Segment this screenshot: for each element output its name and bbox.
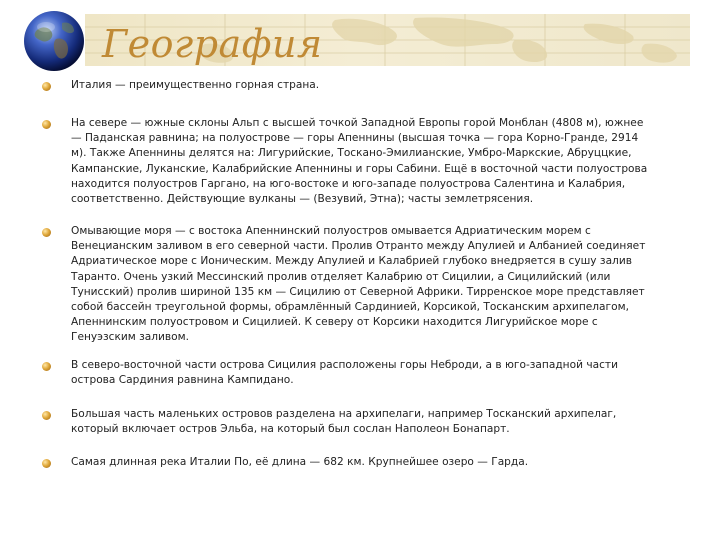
bullet-text: Италия — преимущественно горная страна. <box>71 79 320 91</box>
bullet-text: Самая длинная река Италии По, её длина — 682 км. Крупнейшее озеро — Гарда. <box>71 456 529 468</box>
bullet-text: Омывающие моря — с востока Апеннинский полуостров омывается Адриатическим морем с Венецианским заливом в его северной части. Пролив Отранто между Апулией и Албанией соединяет Адриатическое море с Ионическим. Между Апулией и Калабрией глубоко внедряется в сушу залив Таранто. Очень узкий Мессинский пролив отделяет Калабрию от Сицилии, а Сицилийский (или Тунисский) пролив шириной 135 км — Сицилию от Северной Африки. Тирренское море представляет собой бассейн треугольной формы, обрамлённый Сардинией, Корсикой, Тосканским архипелагом, Апеннинским полуостровом и Сицилией. К северу от Корсики находится Лигурийское море с Генуэзским заливом. <box>71 225 646 344</box>
bullet-icon <box>42 459 51 468</box>
page-title: География <box>102 22 323 66</box>
bullet-text: В северо-восточной части острова Сицилия расположены горы Неброди, а в юго-западной части острова Сардиния равнина Кампидано. <box>71 359 618 387</box>
bullet-icon <box>42 228 51 237</box>
bullet-text: На севере — южные склоны Альп с высшей точкой Западной Европы горой Монблан (4808 м), южнее — Паданская равнина; на полуострове — горы Апеннины (высшая точка — гора Корно-Гранде, 2914 м). Также Апеннины делятся на: Лигурийские, Тоскано-Эмилианские, Умбро-Маркские, Абруццкие, Кампанские, Луканские, Калабрийские Апеннины и горы Сабини. Ещё в восточной части полуострова находится полуостров Гаргано, на юго-востоке и юго-западе полуострова Салентина и Калабрия, соответственно. Действующие вулканы — (Везувий, Этна); часты землетрясения. <box>71 117 648 206</box>
bullet-icon <box>42 120 51 129</box>
bullet-text: Большая часть маленьких островов разделена на архипелаги, например Тосканский архипелаг, который включает остров Эльба, на который был сослан Наполеон Бонапарт. <box>71 408 617 436</box>
bullet-icon <box>42 82 51 91</box>
globe-icon <box>22 9 86 73</box>
bullet-icon <box>42 411 51 420</box>
bullet-icon <box>42 362 51 371</box>
